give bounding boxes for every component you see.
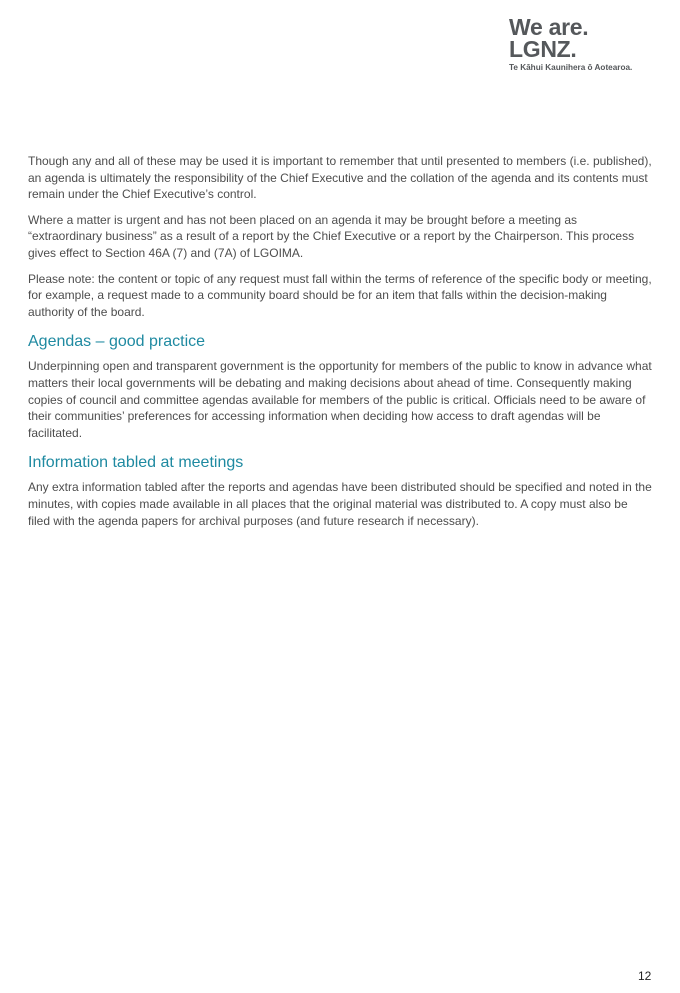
page-number: 12 [638,969,652,983]
paragraph-agenda-responsibility: Though any and all of these may be used it is important to remember that until presented to members (i.e. published), an agenda is ultimately the responsibility of the Chief Executive and the collation of the agenda and its contents must remain under the Chief Executive’s control. [28,154,652,202]
paragraph-information-tabled: Any extra information tabled after the reports and agendas have been distributed should be specified and noted in the minutes, with copies made available in all places that the original material was distributed to. A copy must also be filed with the agenda papers for archival purposes (and future research if necessary). [28,480,652,528]
paragraph-please-note: Please note: the content or topic of any request must fall within the terms of reference of the specific body or meeting, for example, a request made to a community board should be for an item that falls within the decision-making authority of the board. [28,271,652,319]
logo-line-1: We are. [509,14,589,40]
lgnz-logo [509,16,669,74]
logo-tagline: Te Kāhui Kaunihera ō Aotearoa. [509,63,633,72]
paragraph-extraordinary-business: Where a matter is urgent and has not been placed on an agenda it may be brought before a meeting as “extraordinary business” as a result of a report by the Chief Executive or a report by the Chairperson. This process gives effect to Section 46A (7) and (7A) of LGOIMA. [28,212,635,260]
heading-agendas-good-practice: Agendas – good practice [28,333,206,351]
heading-information-tabled: Information tabled at meetings [28,454,244,472]
document-body [28,153,652,538]
logo-line-2: LGNZ. [509,36,577,62]
paragraph-agendas-good-practice: Underpinning open and transparent government is the opportunity for members of the public to know in advance what matters their local governments will be debating and making decisions about ahead of time. Consequently making copies of council and committee agendas available for members of the public is critical. Officials need to be aware of their communities’ preferences for accessing information when deciding how access to draft agendas will be facilitated. [28,359,652,440]
